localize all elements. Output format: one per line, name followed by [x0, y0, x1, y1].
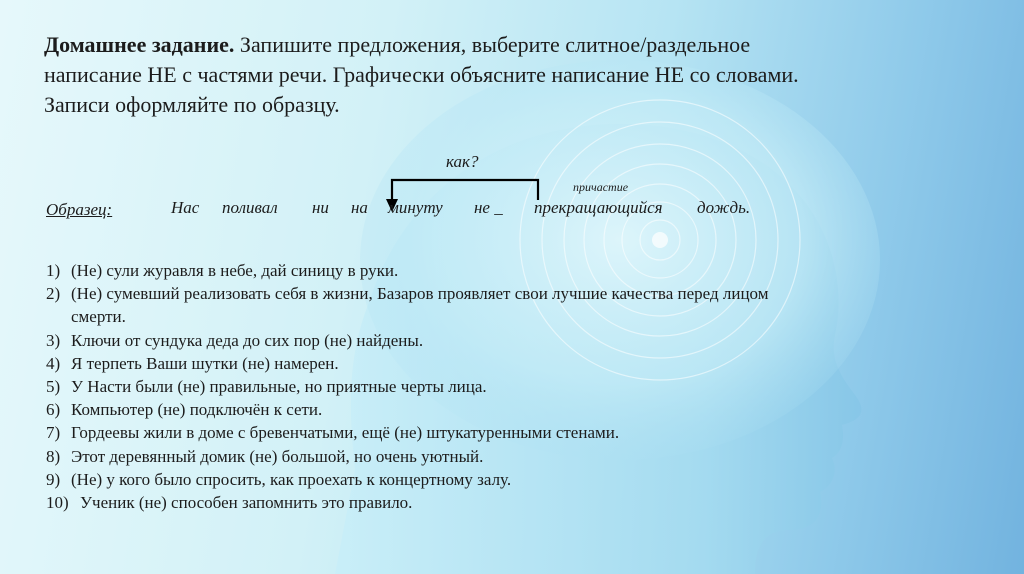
sample-word: прекращающийся — [534, 198, 663, 217]
sample-word: не _ — [474, 198, 503, 217]
assignment-instruction-line2: написание НЕ с частями речи. Графически объясните написание НЕ со словами. — [44, 62, 799, 87]
sample-word: минуту — [388, 198, 443, 217]
question-label: как? — [446, 152, 479, 171]
sample-word: поливал — [222, 198, 278, 217]
assignment-instruction-line1: Запишите предложения, выберите слитное/раздельное — [234, 32, 751, 57]
list-item: 8) Этот деревянный домик (не) большой, но очень уютный. — [46, 446, 484, 466]
list-item: 4) Я терпеть Ваши шутки (не) намерен. — [46, 353, 339, 373]
list-item: 3) Ключи от сундука деда до сих пор (не) найдены. — [46, 330, 424, 350]
sample-word: ни — [312, 198, 329, 217]
sample-word: дождь. — [697, 198, 751, 217]
task-list — [46, 259, 986, 514]
sample-word: Нас — [171, 198, 200, 217]
sample-word: на — [351, 198, 368, 217]
list-item: 10) Ученик (не) способен запомнить это правило. — [46, 493, 413, 513]
part-of-speech-label: причастие — [573, 180, 629, 194]
assignment-title: Домашнее задание. — [44, 32, 235, 57]
sample-label: Образец: — [46, 200, 113, 219]
list-item: 1) (Не) сули журавля в небе, дай синицу в руки. — [46, 261, 399, 280]
list-item: 2) (Не) сумевший реализовать себя в жизни, Базаров проявляет свои лучшие качества перед лицом смерти. — [46, 284, 769, 327]
list-item: 6) Компьютер (не) подключён к сети. — [46, 400, 323, 420]
list-item: 7) Гордеевы жили в доме с бревенчатыми, ещё (не) штукатуренными стенами. — [46, 423, 620, 443]
assignment-instruction-line3: Записи оформляйте по образцу. — [44, 92, 340, 117]
list-item: 5) У Насти были (не) правильные, но приятные черты лица. — [46, 377, 487, 397]
list-item: 9) (Не) у кого было спросить, как проехать к концертному залу. — [46, 469, 512, 489]
